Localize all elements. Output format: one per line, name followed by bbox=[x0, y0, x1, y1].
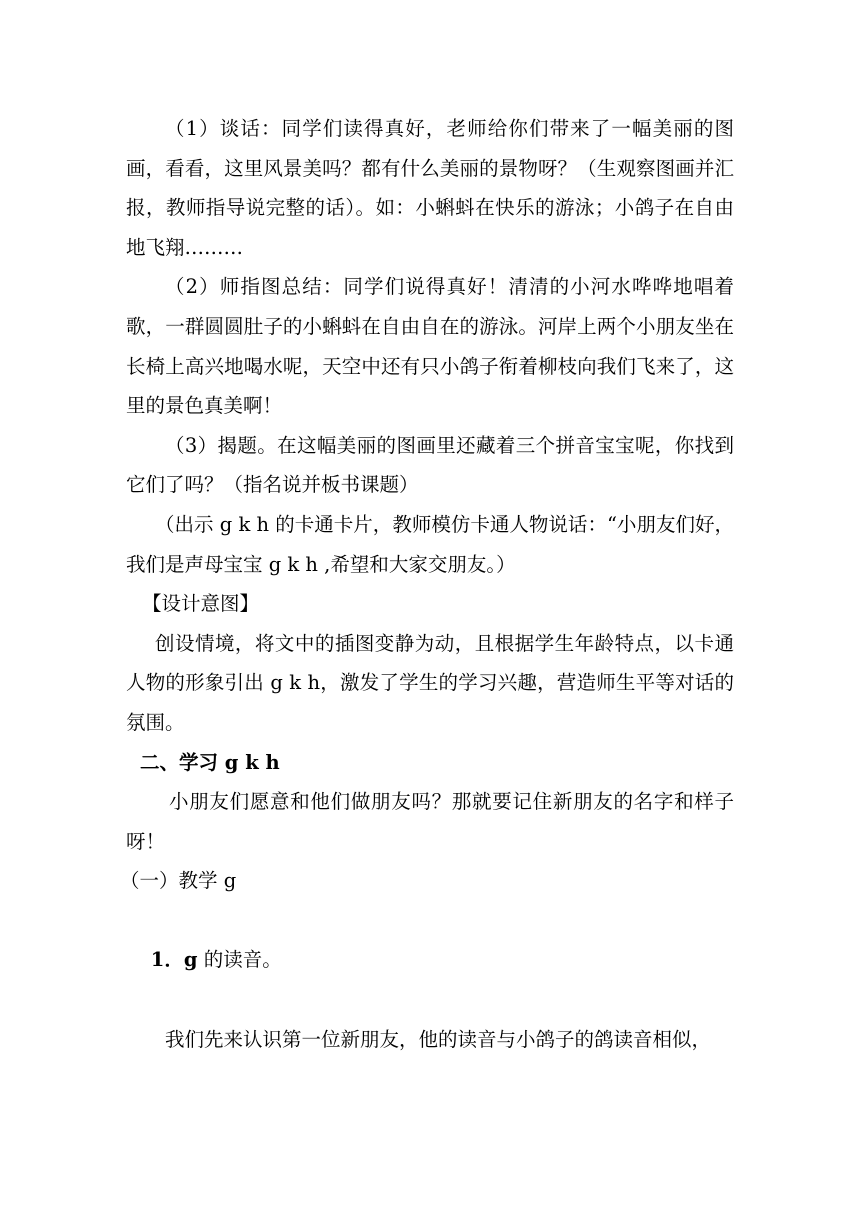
design-intent-body: 创设情境，将文中的插图变静为动，且根据学生年龄特点，以卡通人物的形象引出 g k h，激发了学生的学习兴趣，营造师生平等对话的氛围。 bbox=[126, 631, 734, 734]
paragraph-talk: （1）谈话：同学们读得真好，老师给你们带来了一幅美丽的图画，看看，这里风景美吗？都有什么美丽的景物呀？（生观察图画并汇报，教师指导说完整的话）。如：小蝌蚪在快乐的游泳；小鸽子在自由地飞翔……… bbox=[126, 117, 734, 259]
g-sound-text: 的读音。 bbox=[197, 948, 282, 972]
subheading-teach-g: （一）教学 g bbox=[120, 869, 237, 893]
document-page bbox=[120, 109, 734, 1059]
paragraph-intro: 小朋友们愿意和他们做朋友吗？那就要记住新朋友的名字和样子呀！ bbox=[126, 790, 734, 853]
paragraph-reveal: （3）揭题。在这幅美丽的图画里还藏着三个拼音宝宝呢，你找到它们了吗？（指名说并板书课题） bbox=[126, 433, 734, 497]
paragraph-cards: （出示 g k h 的卡通卡片，教师模仿卡通人物说话：“小朋友们好，我们是声母宝宝 g k h ,希望和大家交朋友。） bbox=[126, 512, 734, 576]
paragraph-g-first: 我们先来认识第一位新朋友，他的读音与小鸽子的鸽读音相似， bbox=[165, 1027, 712, 1051]
design-intent-title: 【设计意图】 bbox=[142, 592, 260, 616]
g-sound-line bbox=[126, 901, 734, 1020]
section-heading-two: 二、学习 g k h bbox=[140, 750, 280, 774]
g-sound-number: 1．g bbox=[150, 948, 198, 972]
paragraph-summary: （2）师指图总结：同学们说得真好！清清的小河水哗哗地唱着歌，一群圆圆肚子的小蝌蚪在自由自在的游泳。河岸上两个小朋友坐在长椅上高兴地喝水呢，天空中还有只小鸽子衔着柳枝向我们飞来了，这里的景色真美啊！ bbox=[126, 275, 734, 418]
